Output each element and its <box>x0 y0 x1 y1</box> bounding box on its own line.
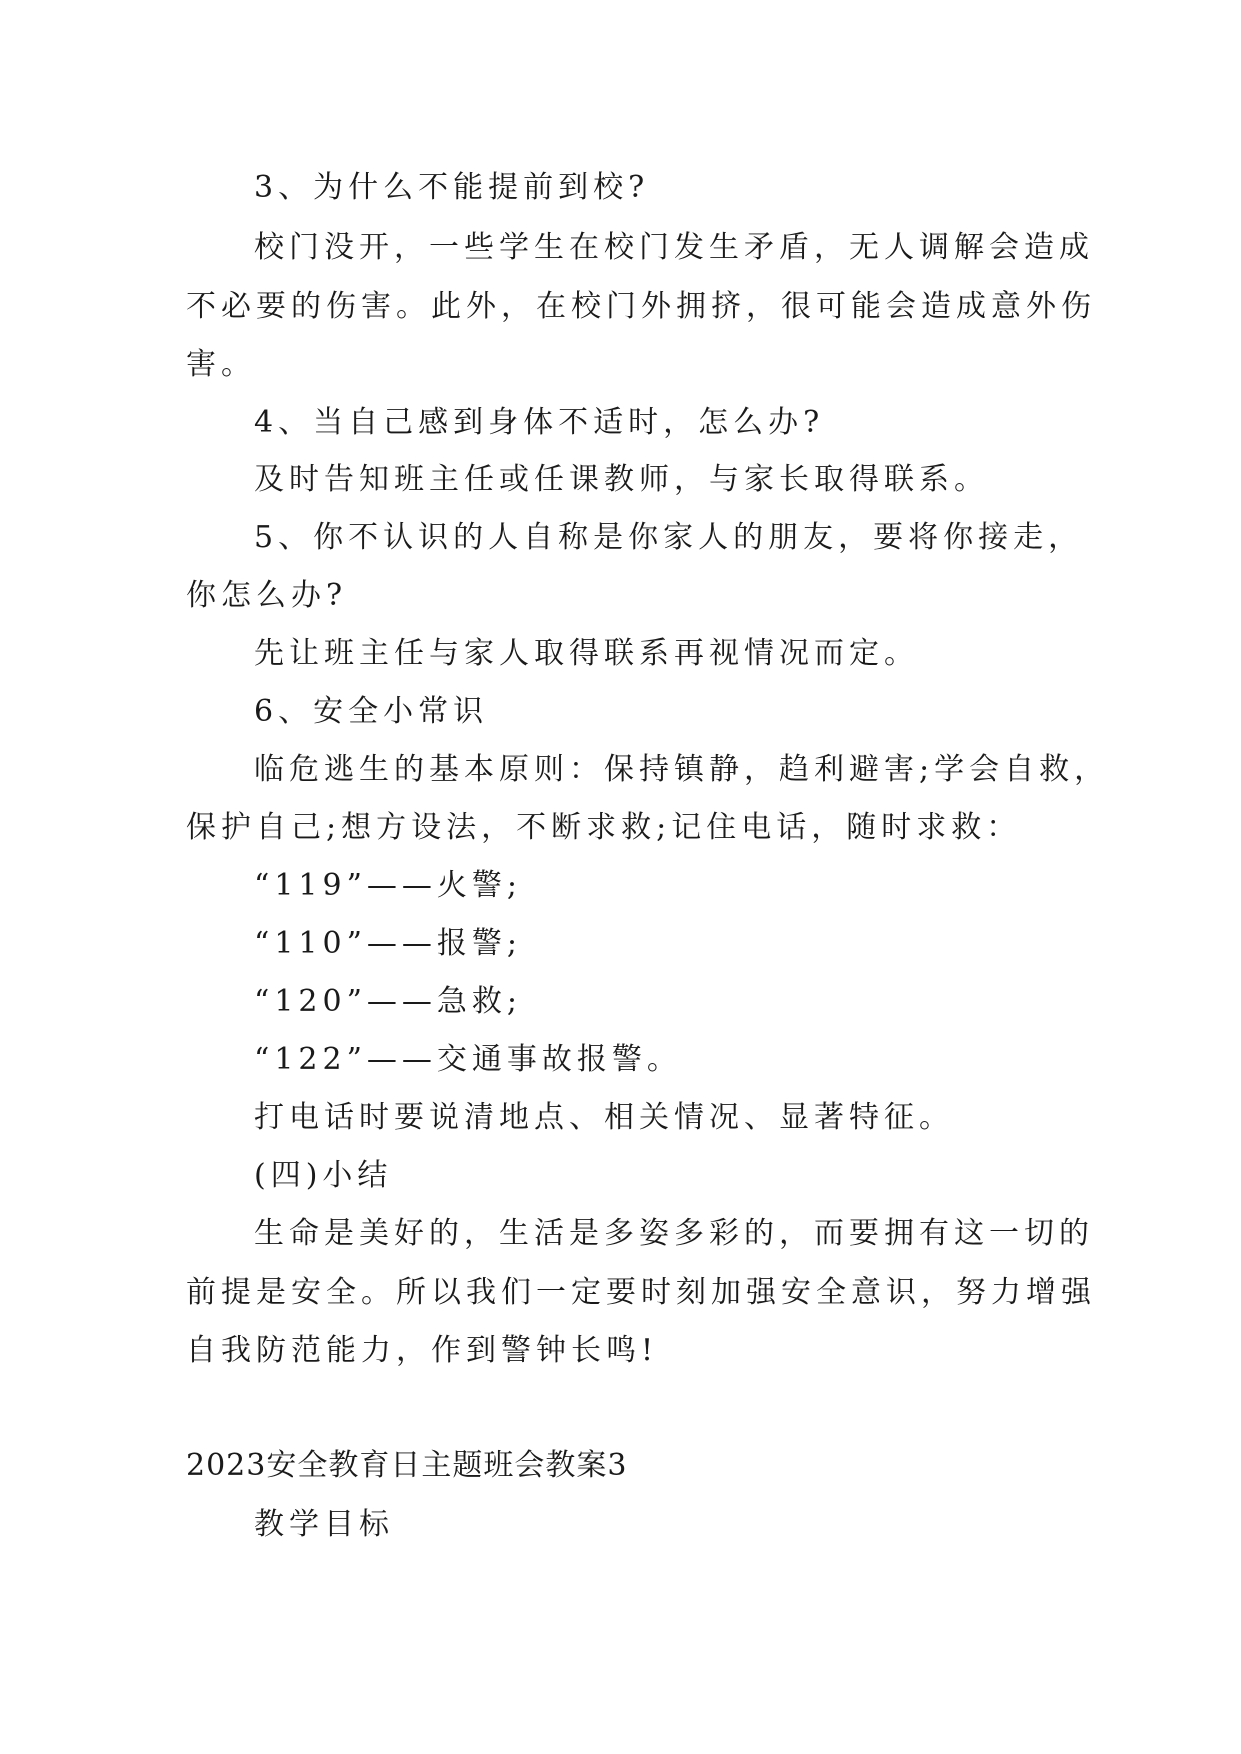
answer-3-line-1: 校门没开，一些学生在校门发生矛盾，无人调解会造成 <box>254 230 1094 265</box>
summary-line-2: 前提是安全。所以我们一定要时刻加强安全意识，努力增强 <box>186 1275 1096 1310</box>
emergency-number-ambulance: “120”——急救; <box>254 984 523 1019</box>
answer-5: 先让班主任与家人取得联系再视情况而定。 <box>254 636 919 671</box>
lesson-plan-title: 2023安全教育日主题班会教案3 <box>186 1448 628 1483</box>
question-5-line-1: 5、你不认识的人自称是你家人的朋友，要将你接走， <box>254 520 1084 555</box>
question-3: 3、为什么不能提前到校? <box>254 170 650 205</box>
phone-call-tip: 打电话时要说清地点、相关情况、显著特征。 <box>254 1100 954 1135</box>
escape-principles-line-2: 保护自己;想方设法，不断求救;记住电话，随时求救： <box>186 810 1022 845</box>
summary-line-3: 自我防范能力，作到警钟长鸣! <box>186 1333 659 1368</box>
summary-line-1: 生命是美好的，生活是多姿多彩的，而要拥有这一切的 <box>254 1216 1094 1251</box>
answer-3-line-3: 害。 <box>186 347 256 382</box>
question-5-line-2: 你怎么办? <box>186 578 348 613</box>
emergency-number-traffic: “122”——交通事故报警。 <box>254 1042 682 1077</box>
summary-heading: (四)小结 <box>254 1158 393 1193</box>
emergency-number-police: “110”——报警; <box>254 926 523 961</box>
teaching-objectives-heading: 教学目标 <box>254 1507 394 1542</box>
answer-3-line-2: 不必要的伤害。此外，在校门外拥挤，很可能会造成意外伤 <box>186 289 1096 324</box>
question-4: 4、当自己感到身体不适时，怎么办? <box>254 405 825 440</box>
emergency-number-fire: “119”——火警; <box>254 868 523 903</box>
answer-4: 及时告知班主任或任课教师，与家长取得联系。 <box>254 462 989 497</box>
section-6-title: 6、安全小常识 <box>254 694 489 729</box>
escape-principles-line-1: 临危逃生的基本原则：保持镇静，趋利避害;学会自救， <box>254 752 1110 787</box>
